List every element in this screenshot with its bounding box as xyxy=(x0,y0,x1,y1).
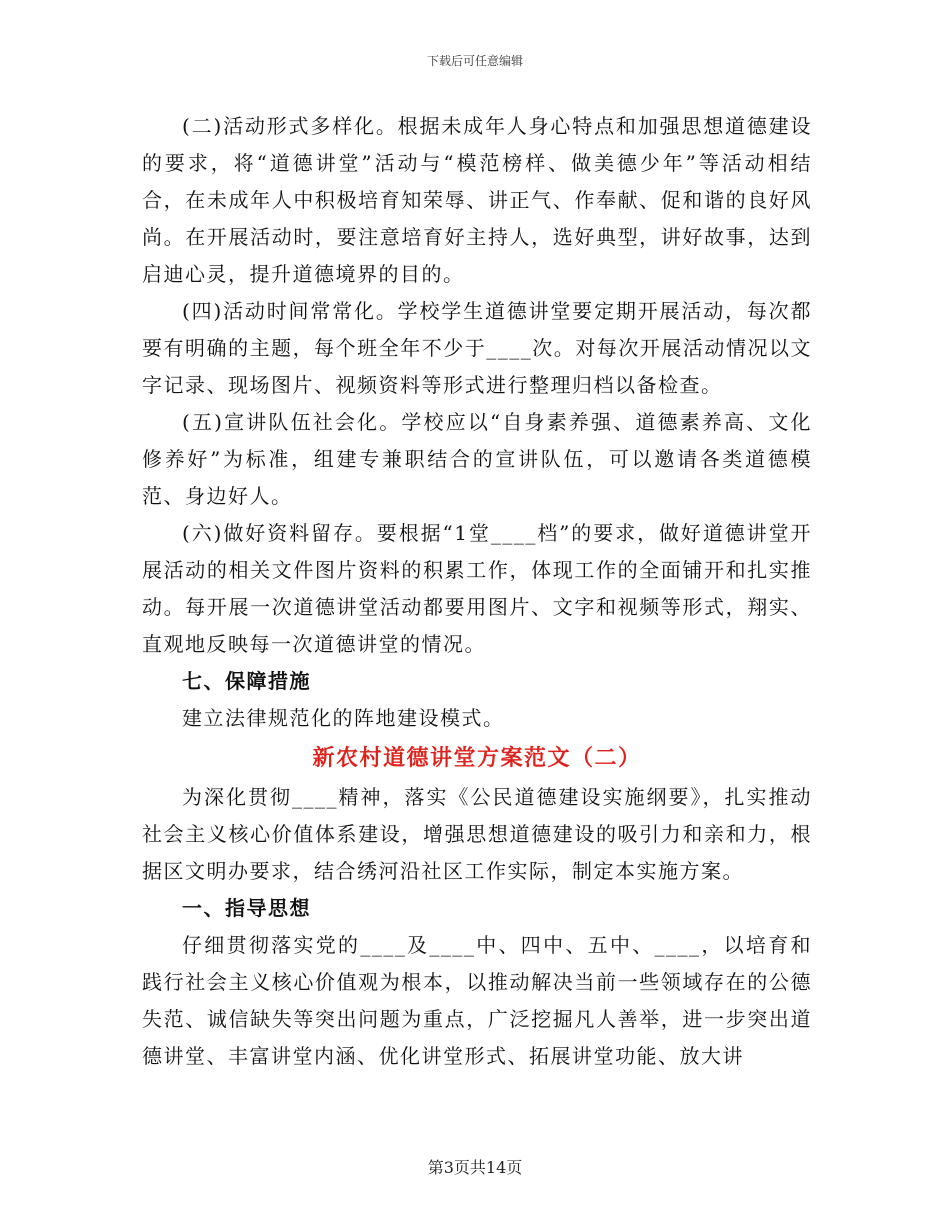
heading-safeguards: 七、保障措施 xyxy=(182,669,311,693)
header-note: 下载后可任意编辑 xyxy=(426,54,523,68)
heading-guiding-thought: 一、指导思想 xyxy=(182,896,311,920)
document-body xyxy=(142,108,812,1075)
paragraph-legal-model: 建立法律规范化的阵地建设模式。 xyxy=(182,706,505,730)
paragraph-activity-forms: (二)活动形式多样化。根据未成年人身心特点和加强思想道德建设的要求，将“道德讲堂”活动与“模范榜样、做美德少年”等活动相结合，在未成年人中积极培育知荣辱、讲正气、作奉献、促和谐的良好风尚。在开展活动时，要注意培育好主持人，选好典型，讲好故事，达到启迪心灵，提升道德境界的目的。 xyxy=(142,114,812,286)
paragraph-intro: 为深化贯彻____精神，落实《公民道德建设实施纲要》，扎实推动社会主义核心价值体系建设，增强思想道德建设的吸引力和亲和力，根据区文明办要求，结合绣河沿社区工作实际，制定本实施方案。 xyxy=(142,785,812,883)
section-title: 新农村道德讲堂方案范文（二） xyxy=(312,745,642,771)
paragraph-data-retention: (六)做好资料留存。要根据“1堂____档”的要求，做好道德讲堂开展活动的相关文件图片资料的积累工作，体现工作的全面铺开和扎实推动。每开展一次道德讲堂活动都要用图片、文字和视频等形式，翔实、直观地反映每一次道德讲堂的情况。 xyxy=(142,521,812,656)
paragraph-activity-time: (四)活动时间常常化。学校学生道德讲堂要定期开展活动，每次都要有明确的主题，每个班全年不少于____次。对每次开展活动情况以文字记录、现场图片、视频资料等形式进行整理归档以备检查。 xyxy=(142,299,812,397)
page-number: 第3页共14页 xyxy=(427,1158,523,1177)
paragraph-lecture-team: (五)宣讲队伍社会化。学校应以“自身素养强、道德素养高、文化修养好”为标准，组建专兼职结合的宣讲队伍，可以邀请各类道德模范、身边好人。 xyxy=(142,410,812,508)
paragraph-guiding-thought: 仔细贯彻落实党的____及____中、四中、五中、____，以培育和践行社会主义核心价值观为根本，以推动解决当前一些领域存在的公德失范、诚信缺失等突出问题为重点，广泛挖掘凡人善举，进一步突出道德讲堂、丰富讲堂内涵、优化讲堂形式、拓展讲堂功能、放大讲 xyxy=(142,933,812,1068)
